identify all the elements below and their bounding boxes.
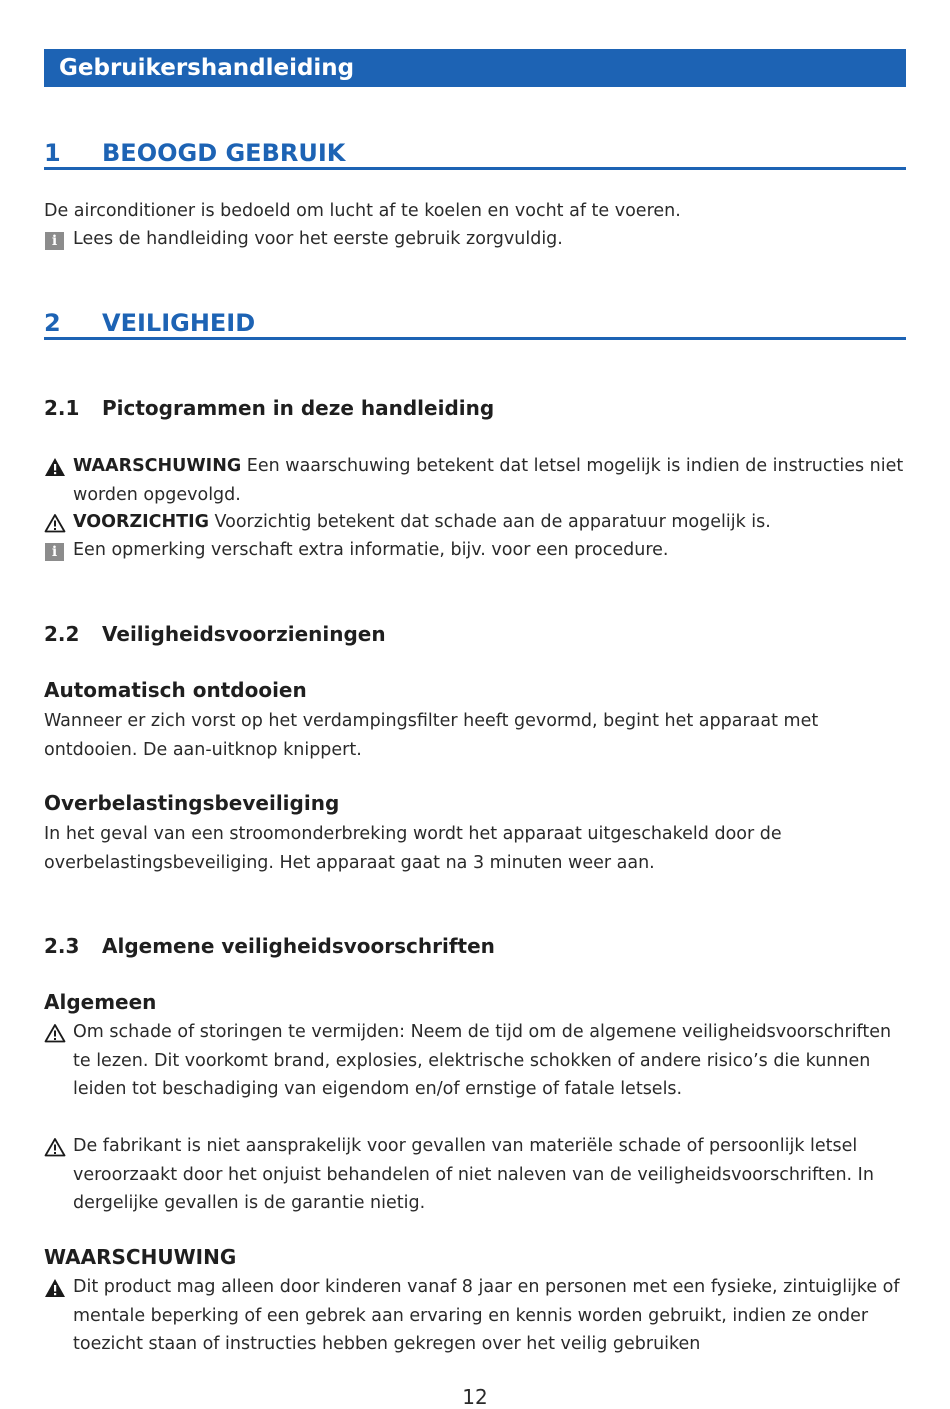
intended-use-text: De airconditioner is bedoeld om lucht af te koelen en vocht af te voeren.	[44, 201, 681, 221]
info-icon: i	[45, 232, 64, 250]
subsection-number: 2.2	[44, 622, 80, 646]
manual-title-banner: Gebruikershandleiding	[44, 49, 906, 87]
section-number: 2	[44, 309, 61, 337]
caution-definition	[44, 508, 906, 537]
warning-label: WAARSCHUWING	[73, 456, 242, 476]
section-title: VEILIGHEID	[102, 309, 256, 337]
warning-definition-text: Een waarschuwing betekent dat letsel mogelijk is indien de instructies niet worden opgevolgd.	[73, 456, 904, 505]
warning-outline-icon	[44, 1137, 66, 1157]
general-heading: Algemeen	[44, 990, 157, 1014]
subsection-title: Veiligheidsvoorzieningen	[102, 622, 386, 646]
warning-definition	[44, 452, 906, 509]
section-2-heading	[44, 309, 906, 340]
subsection-number: 2.3	[44, 934, 80, 958]
children-warning-text: Dit product mag alleen door kinderen vanaf 8 jaar en personen met een fysieke, zintuiglijke of mentale beperking of een gebrek aan ervaring en kennis worden gebruikt, indien ze onder toezicht staan of instructies hebben gekregen over het veilig gebruiken	[73, 1277, 900, 1354]
defrost-text: Wanneer er zich vorst op het verdampingsfilter heeft gevormd, begint het apparaat met ontdooien. De aan-uitknop knippert.	[44, 711, 819, 760]
children-warning-item	[44, 1273, 906, 1359]
page-number: 12	[462, 1385, 488, 1409]
caution-definition-text: Voorzichtig betekent dat schade aan de apparatuur mogelijk is.	[208, 512, 771, 532]
warning-filled-icon	[44, 1278, 66, 1298]
section-title: BEOOGD GEBRUIK	[102, 139, 346, 167]
subsection-title: Algemene veiligheidsvoorschriften	[102, 934, 495, 958]
general-caution-item	[44, 1018, 906, 1104]
liability-caution-text: De fabrikant is niet aansprakelijk voor gevallen van materiële schade of persoonlijk letsel veroorzaakt door het onjuist behandelen of niet naleven van de veiligheidsvoorschriften. In dergelijke gevallen is de garantie nietig.	[73, 1136, 874, 1213]
section-1-heading	[44, 139, 906, 170]
warning-filled-icon	[44, 457, 66, 477]
section-number: 1	[44, 139, 61, 167]
note-definition-text: Een opmerking verschaft extra informatie, bijv. voor een procedure.	[73, 540, 669, 560]
overload-text: In het geval van een stroomonderbreking wordt het apparaat uitgeschakeld door de overbelastingsbeveiliging. Het apparaat gaat na 3 minuten weer aan.	[44, 824, 782, 873]
warning-outline-icon	[44, 513, 66, 533]
info-note	[44, 225, 906, 254]
overload-heading: Overbelastingsbeveiliging	[44, 791, 340, 815]
warning-heading: WAARSCHUWING	[44, 1245, 237, 1269]
general-caution-text: Om schade of storingen te vermijden: Neem de tijd om de algemene veiligheidsvoorschriften te lezen. Dit voorkomt brand, explosies, elektrische schokken of andere risico’s die kunnen leiden tot beschadiging van eigendom en/of ernstige of fatale letsels.	[73, 1022, 892, 1099]
note-definition	[44, 536, 906, 565]
defrost-heading: Automatisch ontdooien	[44, 678, 307, 702]
warning-outline-icon	[44, 1023, 66, 1043]
subsection-number: 2.1	[44, 396, 80, 420]
subsection-title: Pictogrammen in deze handleiding	[102, 396, 495, 420]
liability-caution-item	[44, 1132, 906, 1218]
info-icon: i	[45, 543, 64, 561]
info-note-text: Lees de handleiding voor het eerste gebruik zorgvuldig.	[73, 229, 563, 249]
caution-label: VOORZICHTIG	[73, 512, 209, 532]
